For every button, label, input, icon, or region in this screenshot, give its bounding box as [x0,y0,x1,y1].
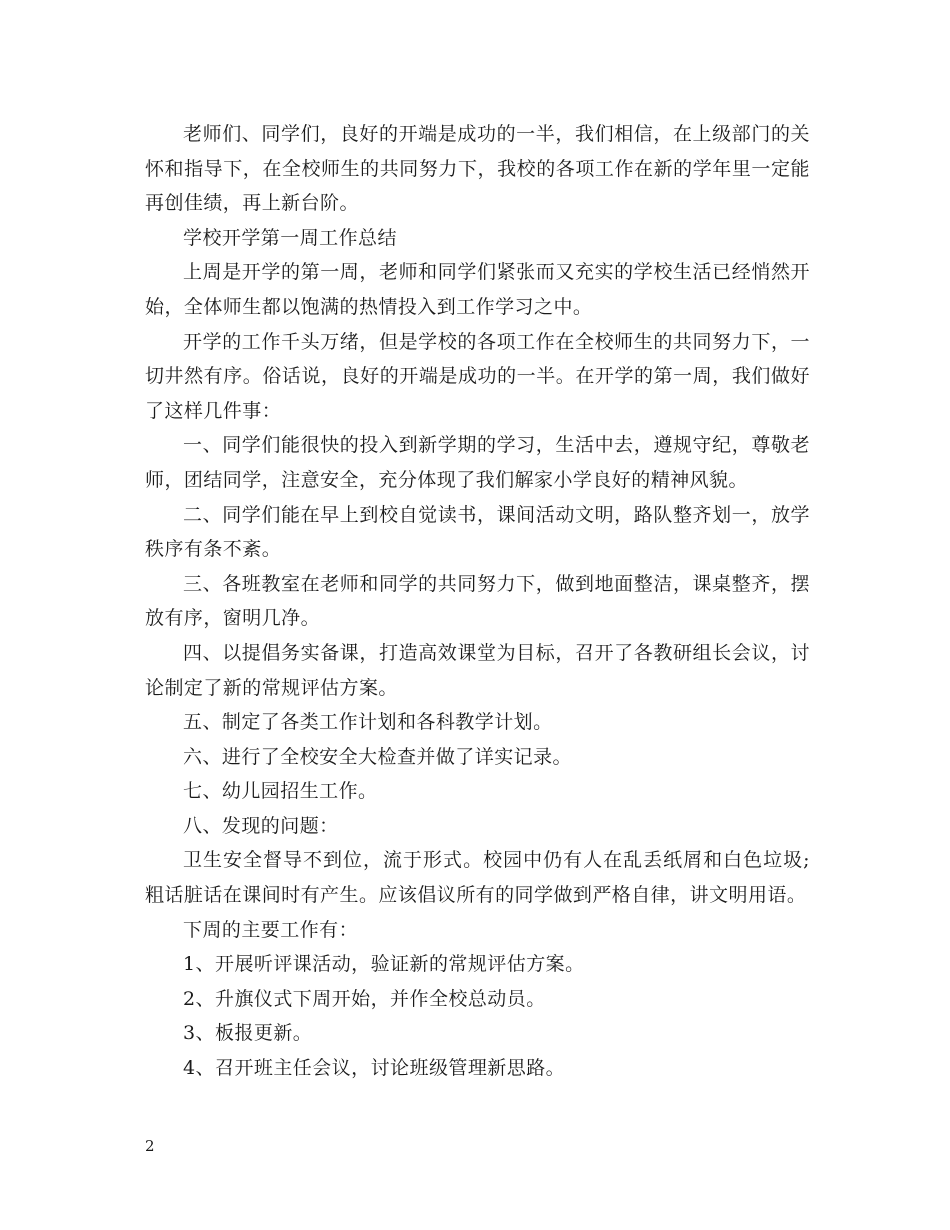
list-item-6: 六、进行了全校安全大检查并做了详实记录。 [183,745,573,768]
section-heading: 学校开学第一周工作总结 [183,226,397,249]
next-week-item-1: 1、开展听评课活动，验证新的常规评估方案。 [183,953,585,976]
list-item-8: 八、发现的问题： [183,814,339,837]
list-item-7: 七、幼儿园招生工作。 [183,780,378,803]
paragraph-closing-remarks: 老师们、同学们，良好的开端是成功的一半，我们相信，在上级部门的关怀和指导下，在全校师生的共同努力下，我校的各项工作在新的学年里一定能再创佳绩，再上新台阶。 [145,123,810,215]
list-item-2: 二、同学们能在早上到校自觉读书，课间活动文明，路队整齐划一，放学秩序有条不紊。 [145,503,810,561]
paragraph-intro: 上周是开学的第一周，老师和同学们紧张而又充实的学校生活已经悄然开始，全体师生都以饱满的热情投入到工作学习之中。 [145,261,810,318]
next-week-item-3: 3、板报更新。 [183,1022,313,1045]
page-number: 2 [145,1137,155,1155]
next-week-heading: 下周的主要工作有： [183,918,359,941]
document-body [145,117,810,1086]
list-item-3: 三、各班教室在老师和同学的共同努力下，做到地面整洁，课桌整齐，摆放有序，窗明几净。 [145,572,810,630]
paragraph-overview: 开学的工作千头万绪，但是学校的各项工作在全校师生的共同努力下，一切井然有序。俗话说，良好的开端是成功的一半。在开学的第一周，我们做好了这样几件事： [145,330,810,422]
list-item-1: 一、同学们能很快的投入到新学期的学习，生活中去，遵规守纪，尊敬老师，团结同学，注意安全，充分体现了我们解家小学良好的精神风貌。 [145,434,810,491]
list-item-5: 五、制定了各类工作计划和各科教学计划。 [183,711,553,734]
paragraph-problems: 卫生安全督导不到位，流于形式。校园中仍有人在乱丢纸屑和白色垃圾;粗话脏话在课间时有产生。应该倡议所有的同学做到严格自律，讲文明用语。 [145,849,810,907]
list-item-4: 四、以提倡务实备课，打造高效课堂为目标，召开了各教研组长会议，讨论制定了新的常规评估方案。 [145,641,810,699]
next-week-item-2: 2、升旗仪式下周开始，并作全校总动员。 [183,987,546,1010]
next-week-item-4: 4、召开班主任会议，讨论班级管理新思路。 [183,1057,566,1080]
